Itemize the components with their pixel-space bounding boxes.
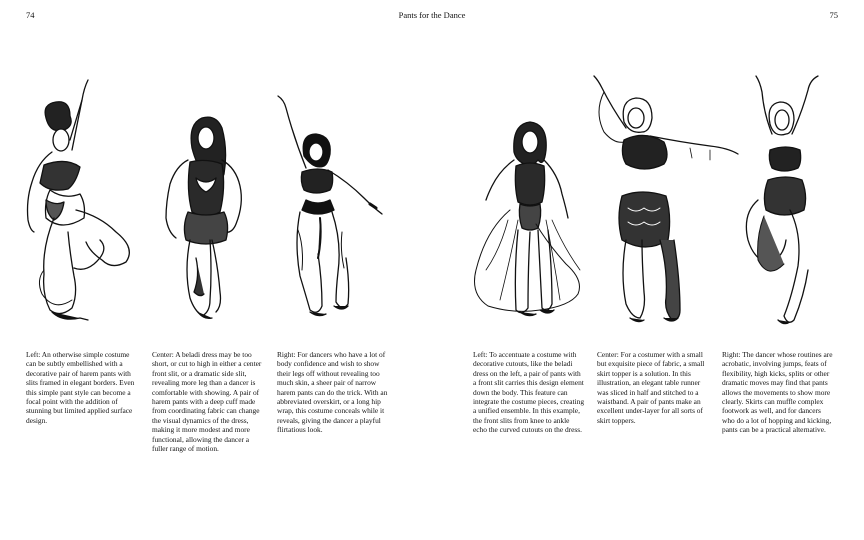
dancer-figure-1 (28, 80, 130, 320)
dancer-figure-6 (746, 76, 818, 324)
dancer-figure-2 (166, 117, 241, 318)
caption-right-page-center: Center: For a costumer with a small but exquisite piece of fabric, a small skirt topper is a solution. In this illustration, an elegant table runner was sliced in half and stitched to a waistband. A pair of pants make an excellent under-layer for all sorts of skirt toppers. (597, 350, 705, 425)
dancer-figure-3 (278, 96, 382, 316)
dancer-figure-4 (475, 122, 581, 316)
left-page-number: 74 (26, 10, 35, 20)
caption-left-page-right: Right: For dancers who have a lot of body confidence and wish to show their legs off without revealing too much skin, a sheer pair of narrow harem pants can do the trick. With an abbreviated overskirt, or a long hip wrap, this costume conceals while it reveals, giving the dancer a playful flirtatious look. (277, 350, 388, 435)
caption-right-page-left: Left: To accentuate a costume with decorative cutouts, like the beladi dress on the left, a pair of pants with a front slit carries this design element down the body. This feature can integrate the costume pieces, creating a unified ensemble. In this example, the front slits from knee to ankle echo the curved cutouts on the dress. (473, 350, 585, 435)
right-page-number: 75 (829, 10, 838, 20)
caption-right-page-right: Right: The dancer whose routines are acrobatic, involving jumps, feats of flexibility, high kicks, splits or other dramatic moves may find that pants allows the movements to show more clearly. Skirts can muffle complex footwork as well, and for dancers who do a lot of hopping and kicking, pants can be a practical alternative. (722, 350, 833, 435)
dancer-figure-5 (594, 76, 738, 322)
caption-left-page-left: Left: An otherwise simple costume can be subtly embellished with a decorative pair of harem pants with slits framed in elegant borders. Even this simple pant style can become a focal point with the addition of stunning but limited applied surface design. (26, 350, 135, 425)
running-title: Pants for the Dance (398, 10, 466, 20)
caption-left-page-center: Center: A beladi dress may be too short, or cut to high in either a center front slit, or a dramatic side slit, revealing more leg than a dancer is comfortable with showing. A pair of harem pants with a deep cuff made from coordinating fabric can change the visual dynamics of the dress, making it more modest and more functional, allowing the dancer a fuller range of motion. (152, 350, 262, 453)
